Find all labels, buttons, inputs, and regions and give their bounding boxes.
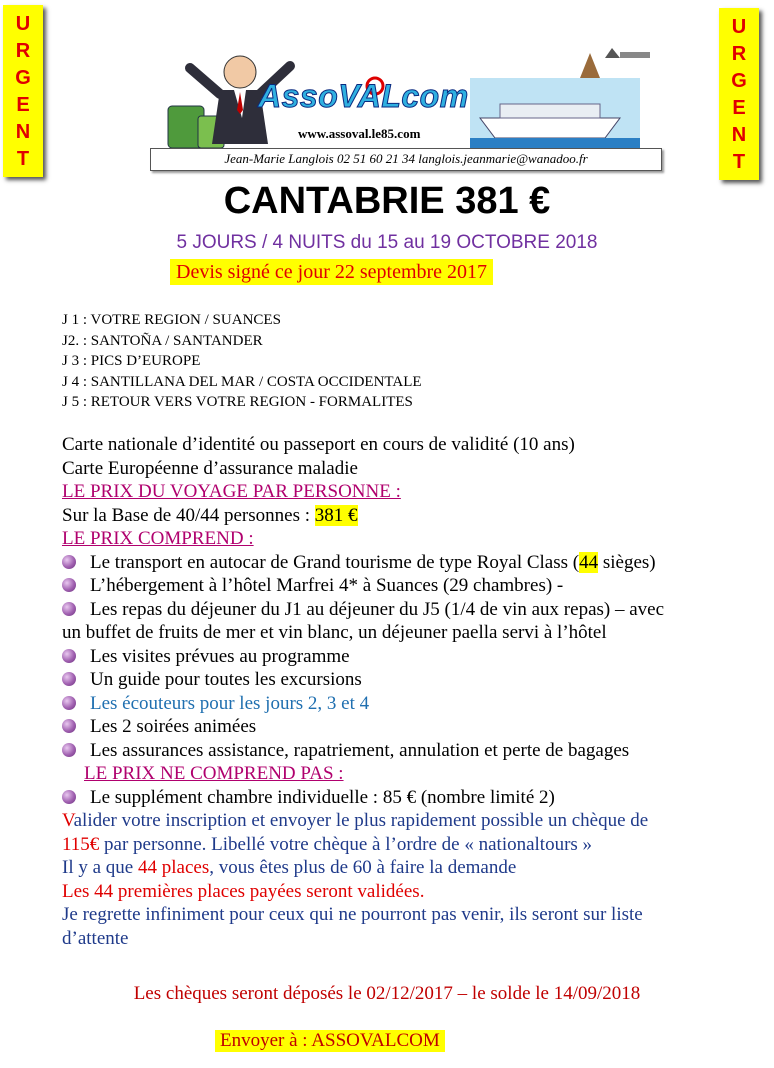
bullet-icon: [62, 555, 76, 569]
include-item-continued: un buffet de fruits de mer et vin blanc, un déjeuner paella servi à l’hôtel: [62, 622, 607, 643]
itinerary-day: J 5 : RETOUR VERS VOTRE REGION - FORMALITES: [62, 394, 413, 410]
urgent-badge-right: U R G E N T: [719, 8, 759, 180]
page-title: CANTABRIE 381 €: [223, 180, 551, 222]
bullet-icon: [62, 743, 76, 757]
include-text: Les 2 soirées animées: [90, 716, 257, 737]
exclude-item: [62, 786, 742, 810]
instruction-initial: V: [62, 810, 74, 831]
include-item: [62, 645, 742, 669]
instruction-text: alider votre inscription et envoyer le plus rapidement possible un chèque de: [73, 810, 649, 831]
cheques-note: Les chèques seront déposés le 02/12/2017 – le solde le 14/09/2018: [133, 983, 641, 1004]
instruction-text: Il y a que: [62, 857, 138, 878]
itinerary-day: J 4 : SANTILLANA DEL MAR / COSTA OCCIDENTALE: [62, 373, 422, 390]
bullet-icon: [62, 696, 76, 710]
required-document: Carte Européenne d’assurance maladie: [62, 457, 358, 479]
instruction-line: [62, 809, 742, 833]
bullet-icon: [62, 790, 76, 804]
bullet-icon: [62, 672, 76, 686]
itinerary-day: J 3 : PICS D’EUROPE: [62, 353, 201, 369]
include-item: [62, 551, 742, 575]
excludes-heading: LE PRIX NE COMPREND PAS :: [84, 763, 344, 784]
bullet-icon: [62, 649, 76, 663]
price-value: 381 €: [314, 504, 358, 526]
include-text: Les repas du déjeuner du J1 au déjeuner du J5 (1/4 de vin aux repas) – avec: [90, 598, 665, 620]
include-item: [62, 692, 742, 716]
itinerary-list: [62, 310, 422, 413]
bullet-icon: [62, 578, 76, 592]
contact-info: Jean-Marie Langlois 02 51 60 21 34 langlois.jeanmarie@wanadoo.fr: [150, 148, 662, 171]
send-to-banner: Envoyer à : ASSOVALCOM: [215, 1030, 445, 1052]
exclude-text: Le supplément chambre individuelle : 85 € (nombre limité 2): [90, 786, 555, 808]
include-item: [62, 668, 742, 692]
include-text: sièges): [598, 551, 656, 573]
include-text: Le transport en autocar de Grand tourisme de type Royal Class (: [90, 551, 580, 573]
required-document: Carte nationale d’identité ou passeport en cours de validité (10 ans): [62, 434, 575, 455]
include-item: [62, 715, 742, 739]
include-item: [62, 739, 742, 763]
includes-heading: LE PRIX COMPREND :: [62, 528, 254, 549]
instruction-line: [62, 833, 742, 857]
trip-details: [62, 433, 742, 950]
instruction-line: d’attente: [62, 927, 129, 949]
instruction-line: [62, 856, 742, 880]
include-text: Un guide pour toutes les excursions: [90, 669, 362, 690]
itinerary-day: J 1 : VOTRE REGION / SUANCES: [62, 312, 281, 328]
include-item: [62, 574, 742, 598]
include-text: Les écouteurs pour les jours 2, 3 et 4: [90, 692, 370, 714]
instruction-line: Les 44 premières places payées seront validées.: [62, 880, 425, 902]
trip-dates: 5 JOURS / 4 NUITS du 15 au 19 OCTOBRE 2018: [176, 232, 598, 253]
seat-count: 44: [579, 551, 599, 573]
include-item: [62, 598, 742, 622]
deposit-amount: 115€: [62, 833, 100, 855]
price-line: [62, 504, 742, 528]
instruction-text: par personne. Libellé votre chèque à l’ordre de « nationaltours »: [99, 833, 593, 855]
itinerary-day: J2. : SANTOÑA / SANTANDER: [62, 332, 263, 349]
include-text: Les visites prévues au programme: [90, 645, 350, 667]
bullet-icon: [62, 719, 76, 733]
urgent-badge-left: U R G E N T: [3, 5, 43, 177]
website-url[interactable]: www.assoval.le85.com: [298, 126, 421, 141]
quote-date-banner: Devis signé ce jour 22 septembre 2017: [170, 259, 493, 285]
instruction-line: Je regrette infiniment pour ceux qui ne pourront pas venir, ils seront sur liste: [62, 904, 643, 925]
places-count: 44 places: [137, 857, 210, 878]
bullet-icon: [62, 602, 76, 616]
price-heading: LE PRIX DU VOYAGE PAR PERSONNE :: [62, 481, 401, 502]
include-text: Les assurances assistance, rapatriement, annulation et perte de bagages: [90, 739, 630, 761]
include-text: L’hébergement à l’hôtel Marfrei 4* à Suances (29 chambres) -: [90, 575, 564, 596]
brand-logo-text: AssoVALcom: [258, 78, 469, 114]
price-base-label: Sur la Base de 40/44 personnes :: [62, 504, 315, 526]
instruction-text: , vous êtes plus de 60 à faire la demande: [209, 857, 517, 878]
